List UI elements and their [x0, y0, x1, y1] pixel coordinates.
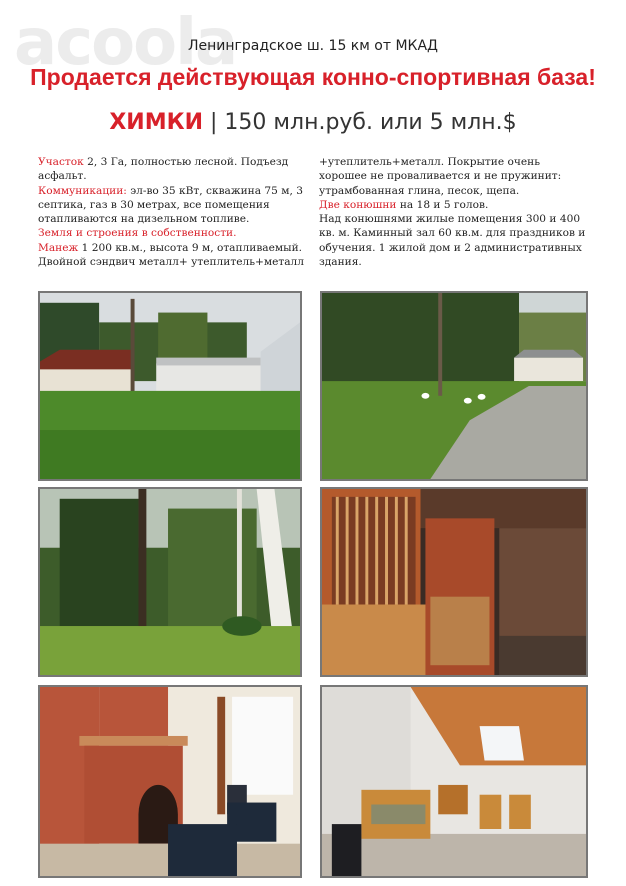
- photo-attic-bedroom: [320, 685, 588, 878]
- arena-text: 1 200 кв.м., высота 9 м, отапливаемый. Двойной сэндвич металл+ утеплитель+металл: [38, 241, 304, 269]
- location-subtitle: Ленинградское ш. 15 км от МКАД: [188, 38, 438, 54]
- ownership-text: Земля и строения в собственности.: [38, 227, 237, 240]
- plot-text: 2, 3 Га, полностью лесной. Подъезд асфальт.: [38, 156, 289, 183]
- arena-label: Манеж: [38, 241, 79, 254]
- description-left: [38, 155, 310, 269]
- photo-forest-birch: [38, 487, 302, 677]
- price-separator: |: [203, 110, 225, 135]
- photo-stable-stalls: [320, 487, 588, 677]
- description-right: [319, 155, 591, 269]
- headline: Продается действующая конно-спортивная база!: [30, 64, 596, 90]
- stables-label: Две конюшни: [319, 198, 397, 211]
- plot-label: Участок: [38, 156, 84, 168]
- living-text: Над конюшнями жилые помещения 300 и 400 кв. м. Каминный зал 60 кв.м. для праздников и обучения. 1 жилой дом и 2 административных здания.: [319, 213, 586, 269]
- photo-fireplace-room: [38, 685, 302, 878]
- city-name: ХИМКИ: [109, 110, 204, 135]
- utilities-label: Коммуникации:: [38, 184, 127, 197]
- photo-road-geese: [320, 291, 588, 481]
- utilities-text: эл-во 35 кВт, скважина 75 м, 3 септика, газ в 30 метрах, все помещения отапливаются на дизельном топливе.: [38, 184, 303, 226]
- price-line: [0, 110, 626, 135]
- photo-stable-buildings: [38, 291, 302, 481]
- arena-continued: +утеплитель+металл. Покрытие очень хорошее не проваливается и не пружинит: утрамбованная глина, песок, щепа.: [319, 156, 562, 197]
- price-value: 150 млн.руб. или 5 млн.$: [224, 110, 517, 135]
- stables-text: на 18 и 5 голов.: [396, 198, 489, 211]
- watermark-logo: acoola: [14, 6, 237, 80]
